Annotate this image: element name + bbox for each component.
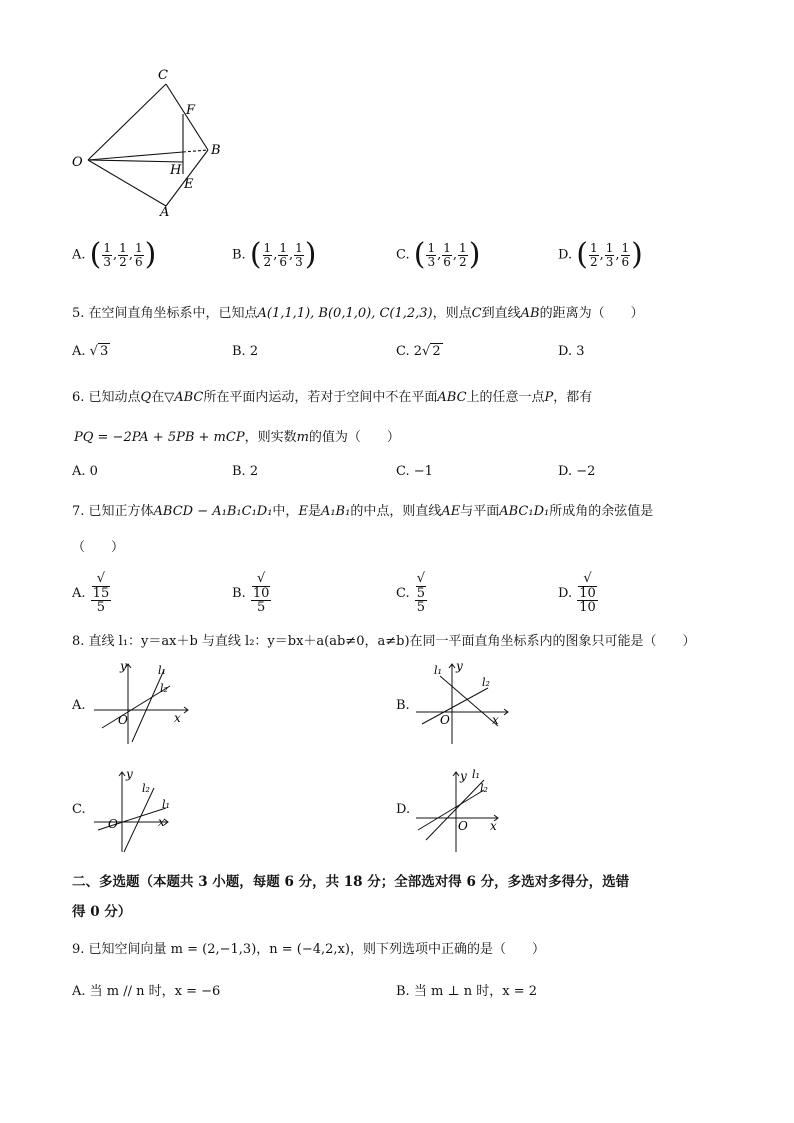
graph-c-y: y bbox=[126, 767, 133, 781]
graph-a-o: O bbox=[118, 713, 128, 727]
q5-option-c[interactable]: C. 2√ 2 bbox=[396, 344, 441, 359]
graph-b-x: x bbox=[492, 713, 499, 727]
q7-option-a[interactable]: A. √ 15 5 bbox=[72, 571, 110, 616]
graph-c-l2: l₂ bbox=[142, 782, 150, 795]
q8-graph-c[interactable] bbox=[88, 766, 198, 854]
label-f: F bbox=[186, 103, 196, 118]
q7-stem-line1: 7. 已知正方体ABCD − A₁B₁C₁D₁中，E是A₁B₁的中点，则直线AE与平面ABC₁D₁所成角的余弦值是 bbox=[72, 504, 654, 519]
graph-c-x: x bbox=[158, 815, 165, 829]
section-heading-line1: 二、多选题（本题共 3 小题，每题 6 分，共 18 分；全部选对得 6 分，多选对多得分，选错 bbox=[72, 874, 630, 890]
graph-b-y: y bbox=[456, 659, 463, 673]
q5-stem: 5. 在空间直角坐标系中，已知点A(1,1,1), B(0,1,0), C(1,2,3)，则点C到直线AB的距离为（ ） bbox=[72, 306, 644, 321]
q6-option-c[interactable]: C. −1 bbox=[396, 464, 433, 479]
q7-stem-line2: （ ） bbox=[72, 540, 125, 555]
q7-option-b[interactable]: B. √ 10 5 bbox=[232, 571, 270, 616]
q6-stem-line2: PQ = −2PA + 5PB + mCP，则实数m的值为（ ） bbox=[74, 430, 400, 445]
graph-d-y: y bbox=[460, 769, 467, 783]
q8-graph-a[interactable] bbox=[88, 658, 198, 746]
q8-graph-b[interactable] bbox=[412, 658, 522, 746]
graph-c-l1: l₁ bbox=[162, 798, 170, 811]
graph-b-o: O bbox=[440, 713, 450, 727]
graph-d-o: O bbox=[458, 819, 468, 833]
graph-a-x: x bbox=[174, 711, 181, 725]
q4-option-d[interactable]: D. ( $\frac{1}{2}$ , $\frac{1}{3}$ , $\frac{1}{6}$ ) bbox=[558, 237, 643, 272]
graph-a-l1: l₁ bbox=[158, 664, 166, 677]
q4-option-a[interactable]: A. ( $\frac{1}{3}$ , $\frac{1}{2}$ , $\frac{1}{6}$ ) bbox=[72, 237, 157, 272]
q6-option-b[interactable]: B. 2 bbox=[232, 464, 259, 479]
q6-option-d[interactable]: D. −2 bbox=[558, 464, 596, 479]
graph-c-o: O bbox=[108, 817, 118, 831]
q9-option-b[interactable]: B. 当 m ⊥ n 时，x = 2 bbox=[396, 984, 538, 999]
label-o: O bbox=[72, 155, 83, 170]
q6-stem-line1: 6. 已知动点Q在▽ABC所在平面内运动，若对于空间中不在平面ABC上的任意一点P，都有 bbox=[72, 390, 593, 405]
label-e: E bbox=[184, 177, 194, 192]
q5-option-b[interactable]: B. 2 bbox=[232, 344, 259, 359]
graph-d-l1: l₁ bbox=[472, 768, 480, 781]
section-heading-line2: 得 0 分） bbox=[72, 904, 132, 920]
q8-graph-d[interactable] bbox=[412, 766, 522, 854]
q4-option-b[interactable]: B. ( $\frac{1}{2}$ , $\frac{1}{6}$ , $\frac{1}{3}$ ) bbox=[232, 237, 317, 272]
q7-option-c[interactable]: C. √ 5 5 bbox=[396, 571, 426, 616]
q5-option-a[interactable]: A. √ 3 bbox=[72, 344, 109, 359]
label-a: A bbox=[160, 205, 170, 220]
q4-option-c[interactable]: C. ( $\frac{1}{3}$ , $\frac{1}{6}$ , $\frac{1}{2}$ ) bbox=[396, 237, 481, 272]
q7-option-d[interactable]: D. √ 10 10 bbox=[558, 571, 596, 616]
q6-option-a[interactable]: A. 0 bbox=[72, 464, 98, 479]
graph-b-l1: l₁ bbox=[434, 664, 442, 677]
q8-stem: 8. 直线 l₁：y＝ax＋b 与直线 l₂：y＝bx＋a(ab≠0，a≠b)在同一平面直角坐标系内的图象只可能是（ ） bbox=[72, 634, 696, 649]
graph-a-l2: l₂ bbox=[160, 682, 168, 695]
label-b: B bbox=[211, 143, 221, 158]
q5-option-d[interactable]: D. 3 bbox=[558, 344, 585, 359]
graph-d-x: x bbox=[490, 819, 497, 833]
graph-b-l2: l₂ bbox=[482, 676, 490, 689]
q8-option-c-label[interactable]: C. bbox=[72, 802, 86, 817]
q8-option-d-label[interactable]: D. bbox=[396, 802, 411, 817]
q8-option-a-label[interactable]: A. bbox=[72, 698, 86, 713]
q9-stem: 9. 已知空间向量 m = (2,−1,3)，n = (−4,2,x)，则下列选项中正确的是（ ） bbox=[72, 942, 545, 957]
q8-option-b-label[interactable]: B. bbox=[396, 698, 410, 713]
q9-option-a[interactable]: A. 当 m // n 时，x = −6 bbox=[72, 984, 221, 999]
graph-d-l2: l₂ bbox=[480, 782, 488, 795]
label-c: C bbox=[158, 68, 168, 83]
label-h: H bbox=[170, 163, 182, 178]
graph-a-y: y bbox=[120, 659, 127, 673]
geometry-figure bbox=[68, 64, 228, 224]
